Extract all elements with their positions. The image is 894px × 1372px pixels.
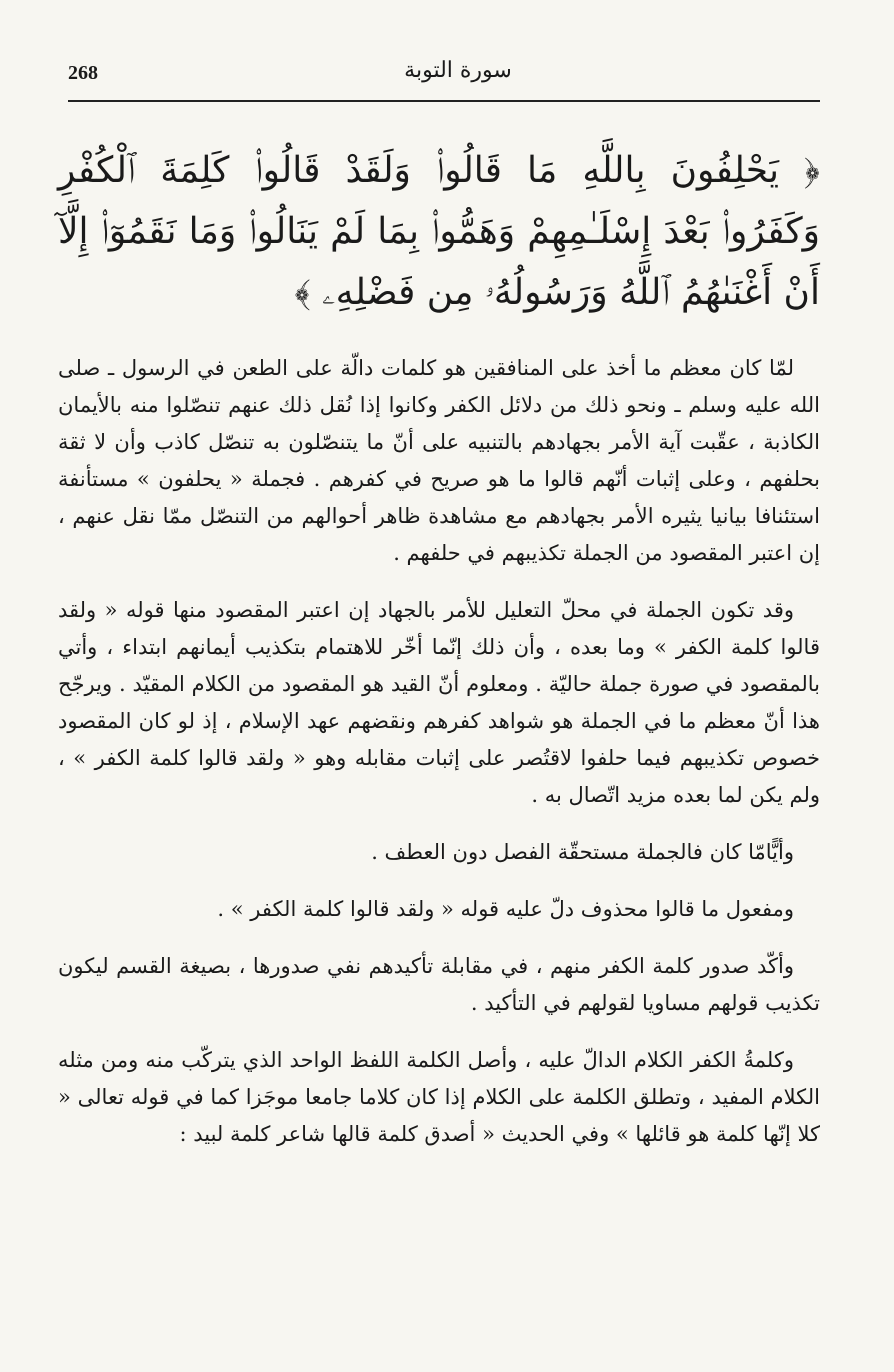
paragraph-5: وأكّد صدور كلمة الكفر منهم ، في مقابلة تأكيدهم نفي صدورها ، بصيغة القسم ليكون تكذيب قولهم مساويا لقولهم في التأكيد . xyxy=(58,954,820,1015)
commentary-body xyxy=(58,350,820,1173)
running-title: سورة التوبة xyxy=(404,58,512,83)
quran-verse: ﴿ يَحْلِفُونَ بِاللَّهِ مَا قَالُوا۟ وَلَقَدْ قَالُوا۟ كَلِمَةَ ٱلْكُفْرِ وَكَفَرُوا۟ بَعْدَ إِسْلَـٰمِهِمْ وَهَمُّوا۟ بِمَا لَمْ يَنَالُوا۟ وَمَا نَقَمُوٓا۟ إِلَّآ أَنْ أَغْنَىٰهُمُ ٱللَّهُ وَرَسُولُهُۥ مِن فَضْلِهِۦ ﴾ xyxy=(58,150,820,313)
paragraph-1: لمّا كان معظم ما أخذ على المنافقين هو كلمات دالّة على الطعن في الرسول ـ صلى الله عليه وسلم ـ ونحو ذلك من دلائل الكفر وكانوا إذا نُقل ذلك عنهم تنصّلوا منه بالأيمان الكاذبة ، عقّبت آية الأمر بجهادهم بالتنبيه على أنّ ما يتنصّلون به تنصّل كاذب وأن لا ثقة بحلفهم ، وعلى إثبات أنّهم قالوا ما هو صريح في كفرهم . فجملة « يحلفون » مستأنفة استئنافا بيانيا يثيره الأمر بجهادهم مع مشاهدة ظاهر أحوالهم من التنصّل ممّا نقل عنهم ، إن اعتبر المقصود من الجملة تكذيبهم في حلفهم . xyxy=(58,356,820,565)
header-rule xyxy=(68,100,820,102)
paragraph-4: ومفعول ما قالوا محذوف دلّ عليه قوله « ولقد قالوا كلمة الكفر » . xyxy=(217,897,794,921)
paragraph-6: وكلمةُ الكفر الكلام الدالّ عليه ، وأصل الكلمة اللفظ الواحد الذي يتركّب منه ومن مثله الكلام المفيد ، وتطلق الكلمة على الكلام إذا كان كلاما جامعا موجَزا كما في قوله تعالى « كلا إنّها كلمة هو قائلها » وفي الحديث « أصدق كلمة قالها شاعر كلمة لبيد : xyxy=(58,1048,820,1146)
paragraph-2: وقد تكون الجملة في محلّ التعليل للأمر بالجهاد إن اعتبر المقصود منها قوله « ولقد قالوا كلمة الكفر » وما بعده ، وأن ذلك إنّما أخّر للاهتمام بتكذيب أيمانهم ابتداء ، وأتي بالمقصود في صورة جملة حاليّة . ومعلوم أنّ القيد هو المقصود من الكلام المقيّد . ويرجّح هذا أنّ معظم ما في الجملة هو شواهد كفرهم ونقضهم عهد الإسلام ، إذ لو كان المقصود خصوص تكذيبهم فيما حلفوا لاقتُصر على إثبات مقابله وهو « ولقد قالوا كلمة الكفر » ، ولم يكن لما بعده مزيد اتّصال به . xyxy=(58,598,820,807)
paragraph-3: وأيًّامّا كان فالجملة مستحقّة الفصل دون العطف . xyxy=(371,840,794,864)
page-header xyxy=(68,56,820,90)
page-number: 268 xyxy=(68,62,98,84)
